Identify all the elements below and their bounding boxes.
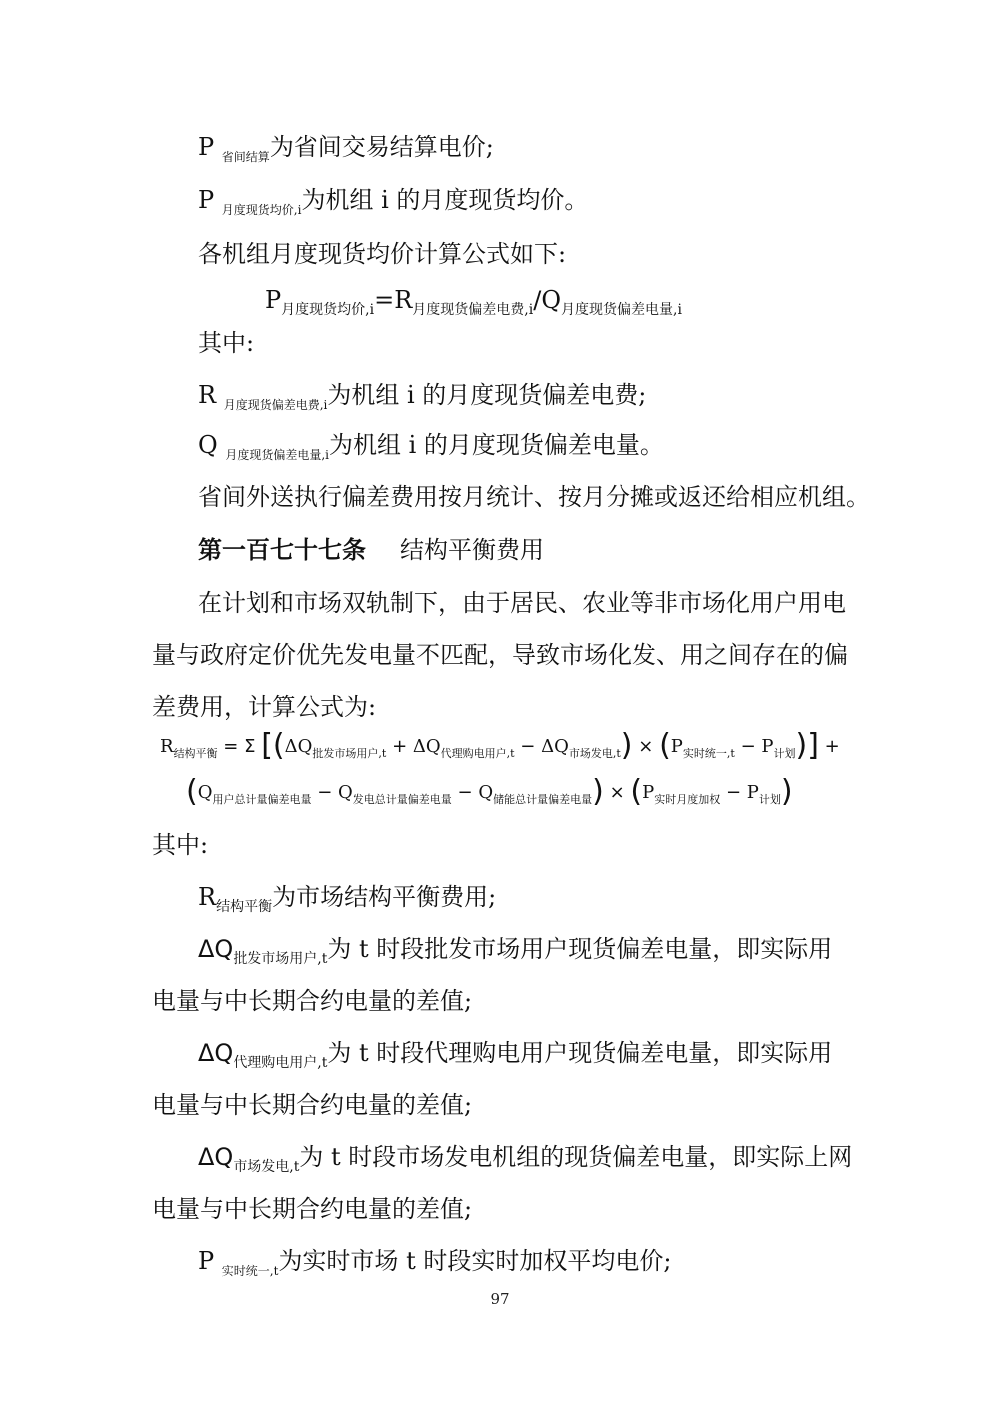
definition-dq-agency: $\Delta Q_{代理购电用户,t}$为 t 时段代理购电用户现货偏差电量，即实际用: [198, 1039, 833, 1071]
where-label: 其中:: [198, 329, 255, 357]
formula-monthly-avg-price: $P_{月度现货均价,i}=R_{月度现货偏差电费,i}/Q_{月度现货偏差电量,i}$: [265, 286, 682, 318]
paragraph-line-1: 在计划和市场双轨制下，由于居民、农业等非市场化用户用电: [198, 589, 846, 617]
definition-r-monthly: R $_{月度现货偏差电费,i}$为机组 i 的月度现货偏差电费;: [198, 381, 647, 412]
paragraph-settlement: 省间外送执行偏差费用按月统计、按月分摊或返还给相应机组。: [198, 483, 870, 511]
definition-r-structure: $R_{结构平衡}$为市场结构平衡费用;: [198, 883, 497, 915]
paragraph-line-2: 量与政府定价优先发电量不匹配，导致市场化发、用之间存在的偏: [152, 641, 848, 669]
article-heading: [198, 533, 366, 567]
definition-p-realtime: P $_{实时统一,t}$为实时市场 t 时段实时加权平均电价;: [198, 1247, 672, 1278]
page-number: 97: [490, 1290, 510, 1308]
where-label-2: 其中:: [152, 831, 209, 859]
definition-p-inter-provincial: P $_{省间结算}$为省间交易结算电价;: [198, 133, 494, 164]
article-number: 第一百七十七条: [198, 535, 366, 564]
definition-dq-wholesale: $\Delta Q_{批发市场用户,t}$为 t 时段批发市场用户现货偏差电量，即实际用: [198, 935, 833, 967]
definition-q-monthly: Q $_{月度现货偏差电量,i}$为机组 i 的月度现货偏差电量。: [198, 431, 664, 462]
formula-structure-balance-line-1: $R_{结构平衡} = \Sigma$ $[(\Delta Q_{批发市场用户,t} + \Delta Q_{代理购电用户,t} - \Delta Q_{市场发电,t}) \times (P_{实时统一,t} - P_{计划})]$ +: [160, 728, 840, 763]
formula-intro: 各机组月度现货均价计算公式如下:: [198, 240, 567, 268]
definition-dq-wholesale-cont: 电量与中长期合约电量的差值;: [152, 987, 473, 1015]
definition-dq-market-gen-cont: 电量与中长期合约电量的差值;: [152, 1195, 473, 1223]
definition-p-monthly-avg: P $_{月度现货均价,i}$为机组 i 的月度现货均价。: [198, 186, 589, 217]
definition-dq-agency-cont: 电量与中长期合约电量的差值;: [152, 1091, 473, 1119]
definition-dq-market-gen: $\Delta Q_{市场发电,t}$为 t 时段市场发电机组的现货偏差电量，即实际上网: [198, 1143, 853, 1175]
article-title: 结构平衡费用: [400, 536, 544, 564]
formula-structure-balance-line-2: $(Q_{用户总计量偏差电量} - Q_{发电总计量偏差电量} - Q_{储能总计量偏差电量}) \times (P_{实时月度加权} - P_{计划})$: [186, 774, 793, 809]
paragraph-line-3: 差费用，计算公式为:: [152, 693, 377, 721]
